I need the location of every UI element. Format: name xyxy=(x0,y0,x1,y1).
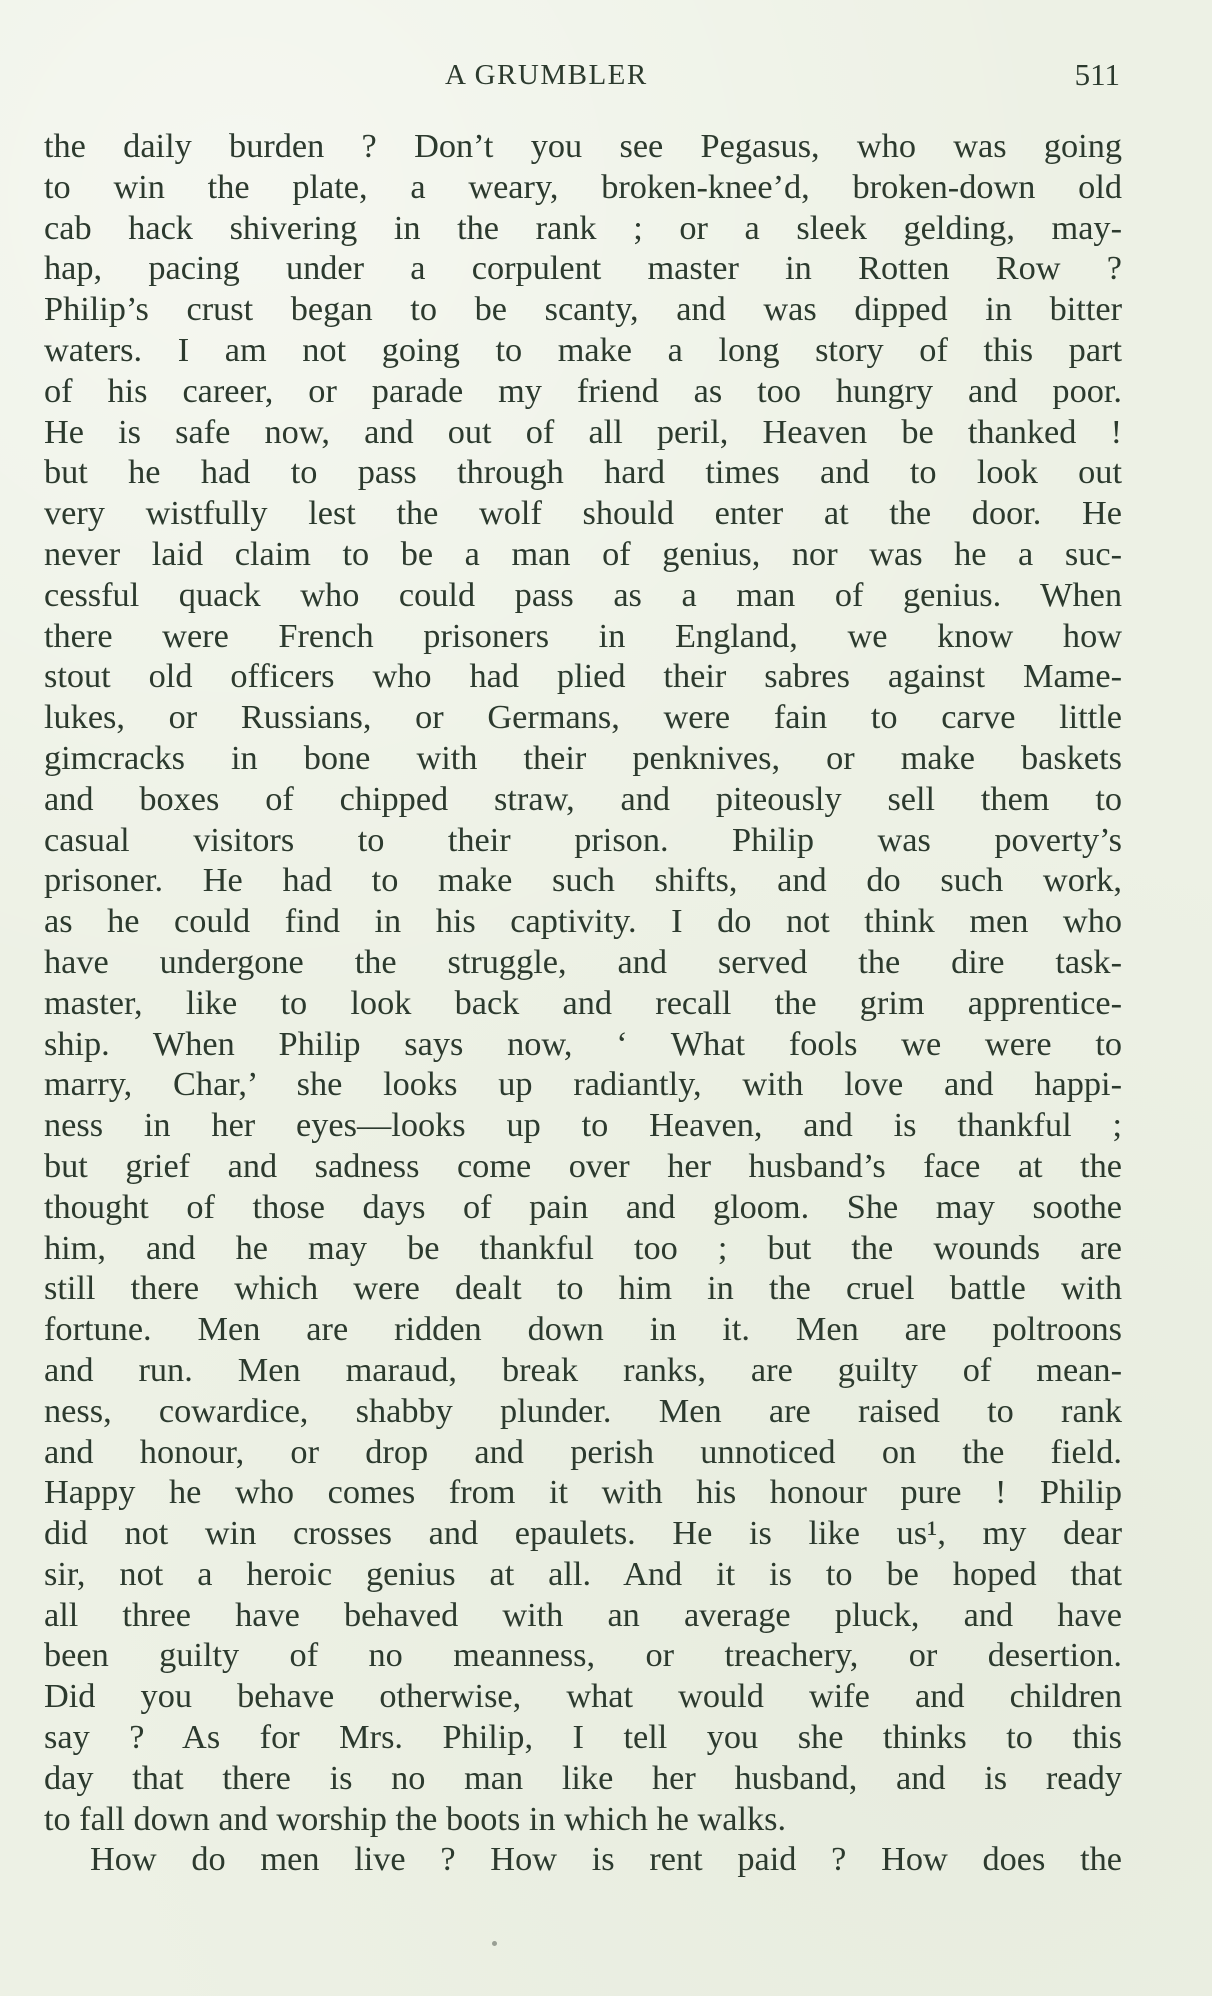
text-line: Happy he who comes from it with his honour pure ! Philip xyxy=(44,1473,1122,1512)
text-line: but he had to pass through hard times and to look out xyxy=(44,453,1122,492)
paragraph-end-line: to fall down and worship the boots in which he walks. xyxy=(44,1799,787,1838)
text-line: did not win crosses and epaulets. He is like us¹, my dear xyxy=(44,1514,1122,1553)
text-line: Did you behave otherwise, what would wife and children xyxy=(44,1677,1122,1716)
paragraph-start-line: How do men live ? How is rent paid ? How does the xyxy=(90,1840,1122,1879)
text-line: very wistfully lest the wolf should enter at the door. He xyxy=(44,494,1122,533)
text-line: sir, not a heroic genius at all. And it is to be hoped that xyxy=(44,1554,1122,1593)
text-line: all three have behaved with an average pluck, and have xyxy=(44,1595,1122,1634)
text-line: of his career, or parade my friend as too hungry and poor. xyxy=(44,371,1122,410)
running-head xyxy=(0,50,1212,100)
text-line: have undergone the struggle, and served the dire task- xyxy=(44,942,1122,981)
body-text xyxy=(44,126,1122,1880)
paper-speck xyxy=(492,1941,497,1946)
text-line: him, and he may be thankful too ; but the wounds are xyxy=(44,1228,1122,1267)
text-line: ship. When Philip says now, ‘ What fools we were to xyxy=(44,1024,1122,1063)
text-line: the daily burden ? Don’t you see Pegasus, who was going xyxy=(44,127,1122,165)
text-line: lukes, or Russians, or Germans, were fain to carve little xyxy=(44,698,1122,737)
running-title: A GRUMBLER xyxy=(445,59,648,91)
text-line: master, like to look back and recall the grim apprentice- xyxy=(44,983,1122,1022)
text-line: gimcracks in bone with their penknives, or make baskets xyxy=(44,738,1122,777)
text-line: been guilty of no meanness, or treachery, or desertion. xyxy=(44,1636,1122,1675)
page-number: 511 xyxy=(1074,57,1120,92)
text-line: and boxes of chipped straw, and piteously sell them to xyxy=(44,779,1122,818)
text-line: day that there is no man like her husband, and is ready xyxy=(44,1758,1122,1797)
text-line: prisoner. He had to make such shifts, and do such work, xyxy=(44,861,1122,900)
text-line: ness in her eyes—looks up to Heaven, and is thankful ; xyxy=(44,1106,1122,1145)
text-line: casual visitors to their prison. Philip was poverty’s xyxy=(44,820,1122,859)
text-line: marry, Char,’ she looks up radiantly, with love and happi- xyxy=(44,1065,1122,1104)
text-line: there were French prisoners in England, we know how xyxy=(44,616,1122,655)
text-line: and run. Men maraud, break ranks, are guilty of mean- xyxy=(44,1350,1122,1389)
text-line: waters. I am not going to make a long story of this part xyxy=(44,330,1122,369)
text-line: and honour, or drop and perish unnoticed on the field. xyxy=(44,1432,1122,1471)
text-line: never laid claim to be a man of genius, nor was he a suc- xyxy=(44,534,1122,573)
text-line: He is safe now, and out of all peril, Heaven be thanked ! xyxy=(44,412,1122,451)
text-line: say ? As for Mrs. Philip, I tell you she thinks to this xyxy=(44,1718,1122,1757)
text-line: still there which were dealt to him in the cruel battle with xyxy=(44,1269,1122,1308)
text-line: as he could find in his captivity. I do not think men who xyxy=(44,902,1122,941)
text-line: thought of those days of pain and gloom. She may soothe xyxy=(44,1187,1122,1226)
text-line: hap, pacing under a corpulent master in Rotten Row ? xyxy=(44,249,1122,288)
text-line: fortune. Men are ridden down in it. Men are poltroons xyxy=(44,1310,1122,1349)
text-line: ness, cowardice, shabby plunder. Men are raised to rank xyxy=(44,1391,1122,1430)
text-line: stout old officers who had plied their sabres against Mame- xyxy=(44,657,1122,696)
text-line: cessful quack who could pass as a man of genius. When xyxy=(44,575,1122,614)
text-line: cab hack shivering in the rank ; or a sleek gelding, may- xyxy=(44,208,1122,247)
text-line: to win the plate, a weary, broken-knee’d, broken-down old xyxy=(44,167,1122,206)
text-line: Philip’s crust began to be scanty, and was dipped in bitter xyxy=(44,290,1122,329)
text-line: but grief and sadness come over her husband’s face at the xyxy=(44,1146,1122,1185)
